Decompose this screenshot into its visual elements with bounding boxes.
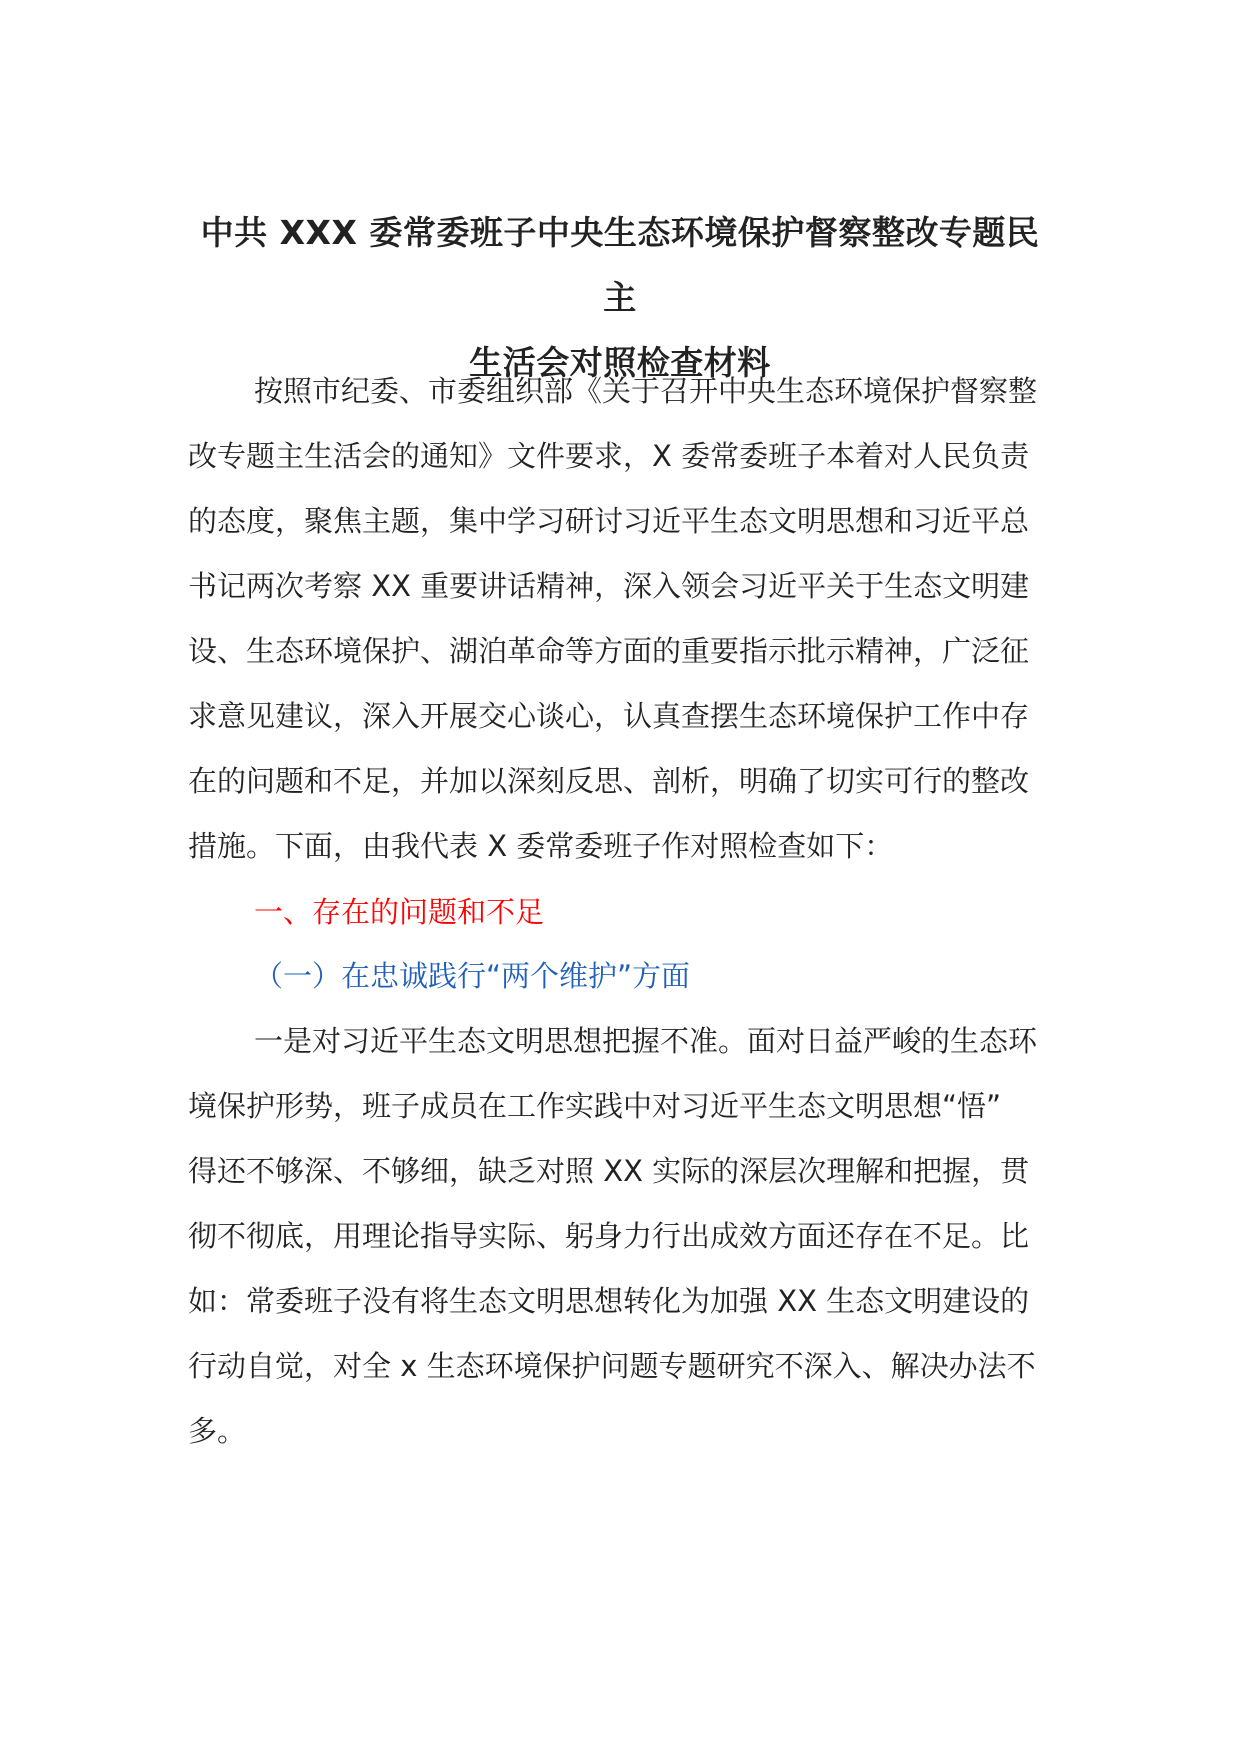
section-line-3: 得还不够深、不够细，缺乏对照 XX 实际的深层次理解和把握，贯 — [188, 1154, 1030, 1188]
section-line-2: 境保护形势，班子成员在工作实践中对习近平生态文明思想“悟” — [188, 1089, 1002, 1123]
section-line-1: 一是对习近平生态文明思想把握不准。面对日益严峻的生态环 — [254, 1024, 1038, 1058]
section-heading-level-1: 一、存在的问题和不足 — [254, 895, 545, 929]
intro-line-4: 书记两次考察 XX 重要讲话精神，深入领会习近平关于生态文明建 — [188, 569, 1030, 603]
section-heading-level-2: （一）在忠诚践行“两个维护”方面 — [254, 959, 691, 993]
intro-paragraph — [188, 359, 1052, 879]
intro-line-8: 措施。下面，由我代表 X 委常委班子作对照检查如下： — [188, 829, 894, 863]
title-line-2: 生活会对照检查材料 — [469, 343, 771, 382]
section-line-4: 彻不彻底，用理论指导实际、躬身力行出成效方面还存在不足。比 — [188, 1219, 1030, 1253]
section-paragraph — [188, 1009, 1052, 1464]
section-line-7: 多。 — [188, 1414, 247, 1448]
intro-line-7: 在的问题和不足，并加以深刻反思、剖析，明确了切实可行的整改 — [188, 764, 1030, 798]
section-line-6: 行动自觉，对全 x 生态环境保护问题专题研究不深入、解决办法不 — [188, 1349, 1036, 1383]
intro-line-3: 的态度，聚焦主题，集中学习研讨习近平生态文明思想和习近平总 — [188, 504, 1030, 538]
title-line-1: 中共 XXX 委常委班子中央生态环境保护督察整改专题民主 — [200, 213, 1040, 317]
intro-line-5: 设、生态环境保护、湖泊革命等方面的重要指示批示精神，广泛征 — [188, 634, 1030, 668]
intro-line-6: 求意见建议，深入开展交心谈心，认真查摆生态环境保护工作中存 — [188, 699, 1030, 733]
intro-line-1: 按照市纪委、市委组织部《关于召开中央生态环境保护督察整 — [254, 374, 1038, 408]
section-line-5: 如：常委班子没有将生态文明思想转化为加强 XX 生态文明建设的 — [188, 1284, 1030, 1318]
intro-line-2: 改专题主生活会的通知》文件要求，X 委常委班子本着对人民负责 — [188, 439, 1030, 473]
